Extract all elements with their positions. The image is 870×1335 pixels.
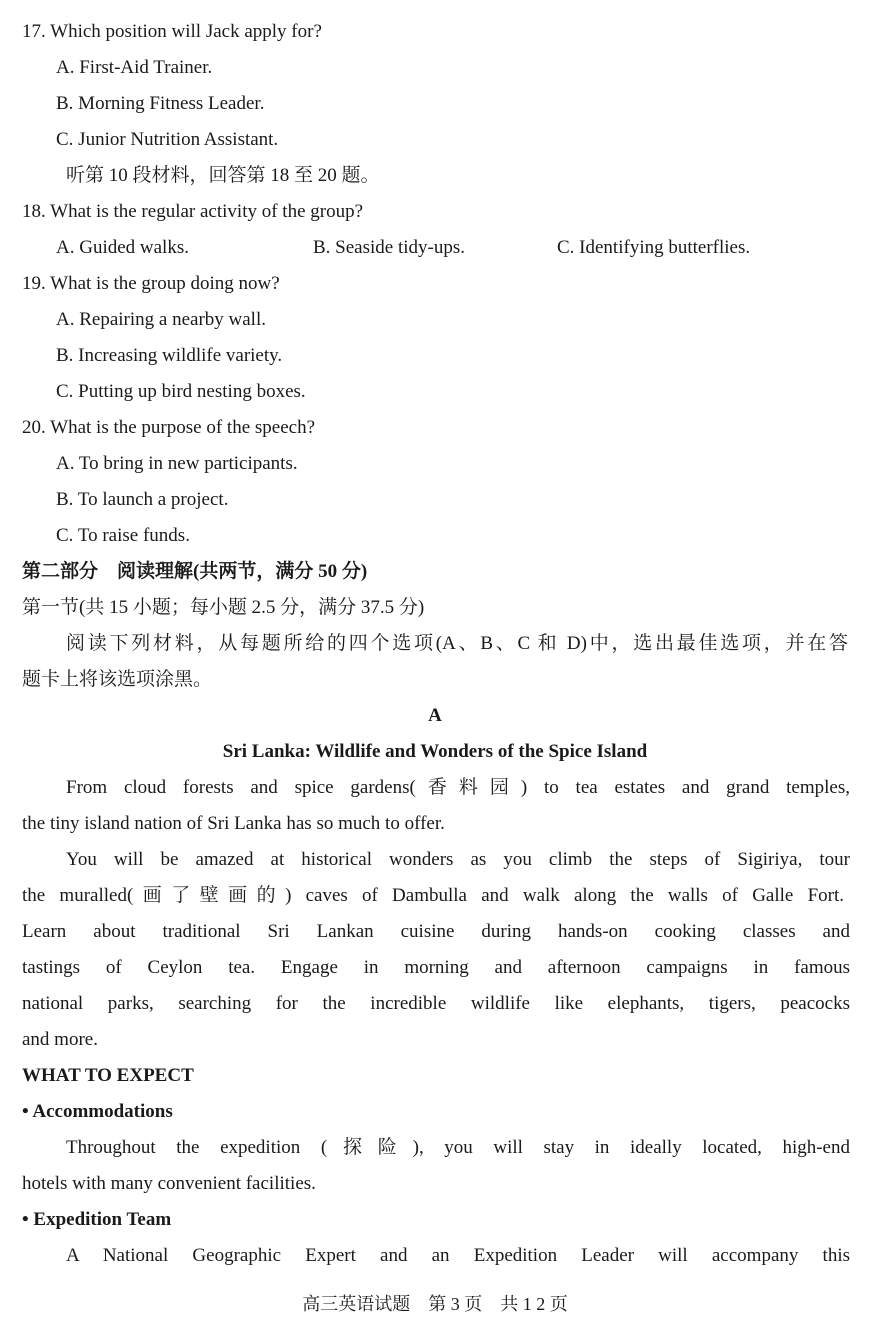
accommodations-line-1: Throughout the expedition (探险), you will stay in ideally located, high-end: [66, 1137, 850, 1158]
q20-option-c: C. To raise funds.: [56, 525, 190, 546]
expedition-team-heading: • Expedition Team: [22, 1209, 172, 1230]
part2-heading: 第二部分 阅读理解(共两节，满分 50 分): [22, 561, 368, 582]
question-17: 17. Which position will Jack apply for?: [22, 21, 322, 42]
q19-option-c: C. Putting up bird nesting boxes.: [56, 381, 306, 402]
p1-line-1: From cloud forests and spice gardens(香料园) to tea estates and grand temples,: [66, 777, 850, 798]
q19-option-b: B. Increasing wildlife variety.: [56, 345, 283, 366]
accommodations-heading: • Accommodations: [22, 1101, 173, 1122]
p2-line-2: the muralled(画了壁画的) caves of Dambulla and walk along the walls of Galle Fort.: [22, 885, 844, 906]
q17-option-c: C. Junior Nutrition Assistant.: [56, 129, 279, 150]
q18-option-c: C. Identifying butterflies.: [557, 237, 751, 258]
section1-heading: 第一节(共 15 小题；每小题 2.5 分，满分 37.5 分): [22, 597, 425, 618]
page-footer: 高三英语试题 第 3 页 共 1 2 页: [302, 1294, 568, 1314]
q18-options-row: [0, 236, 870, 260]
question-19: 19. What is the group doing now?: [22, 273, 280, 294]
accommodations-line-2: hotels with many convenient facilities.: [22, 1173, 316, 1194]
what-to-expect-heading: WHAT TO EXPECT: [22, 1065, 194, 1086]
reading-instruction-line2: 题卡上将该选项涂黑。: [22, 669, 213, 690]
expedition-team-line-1: A National Geographic Expert and an Expedition Leader will accompany this: [66, 1245, 850, 1266]
q19-option-a: A. Repairing a nearby wall.: [56, 309, 266, 330]
question-18: 18. What is the regular activity of the group?: [22, 201, 364, 222]
passage-letter: A: [428, 705, 442, 726]
q20-option-a: A. To bring in new participants.: [56, 453, 298, 474]
p2-line-1: You will be amazed at historical wonders as you climb the steps of Sigiriya, tour: [66, 849, 850, 870]
q18-option-b: B. Seaside tidy-ups.: [313, 237, 465, 258]
passage-title: Sri Lanka: Wildlife and Wonders of the Spice Island: [222, 741, 648, 762]
reading-instruction-line1: 阅读下列材料，从每题所给的四个选项(A、B、C 和 D)中，选出最佳选项，并在答: [66, 633, 848, 654]
question-20: 20. What is the purpose of the speech?: [22, 417, 316, 438]
q20-option-b: B. To launch a project.: [56, 489, 229, 510]
p2-line-3: Learn about traditional Sri Lankan cuisine during hands-on cooking classes and: [22, 921, 850, 942]
p2-line-5: national parks, searching for the incredible wildlife like elephants, tigers, peacocks: [22, 993, 850, 1014]
p2-line-6: and more.: [22, 1029, 98, 1050]
p2-line-4: tastings of Ceylon tea. Engage in morning and afternoon campaigns in famous: [22, 957, 850, 978]
p1-line-2: the tiny island nation of Sri Lanka has so much to offer.: [22, 813, 445, 834]
listening-instruction: 听第 10 段材料，回答第 18 至 20 题。: [66, 165, 380, 186]
q17-option-b: B. Morning Fitness Leader.: [56, 93, 265, 114]
q18-option-a: A. Guided walks.: [56, 237, 189, 258]
q17-option-a: A. First-Aid Trainer.: [56, 57, 213, 78]
